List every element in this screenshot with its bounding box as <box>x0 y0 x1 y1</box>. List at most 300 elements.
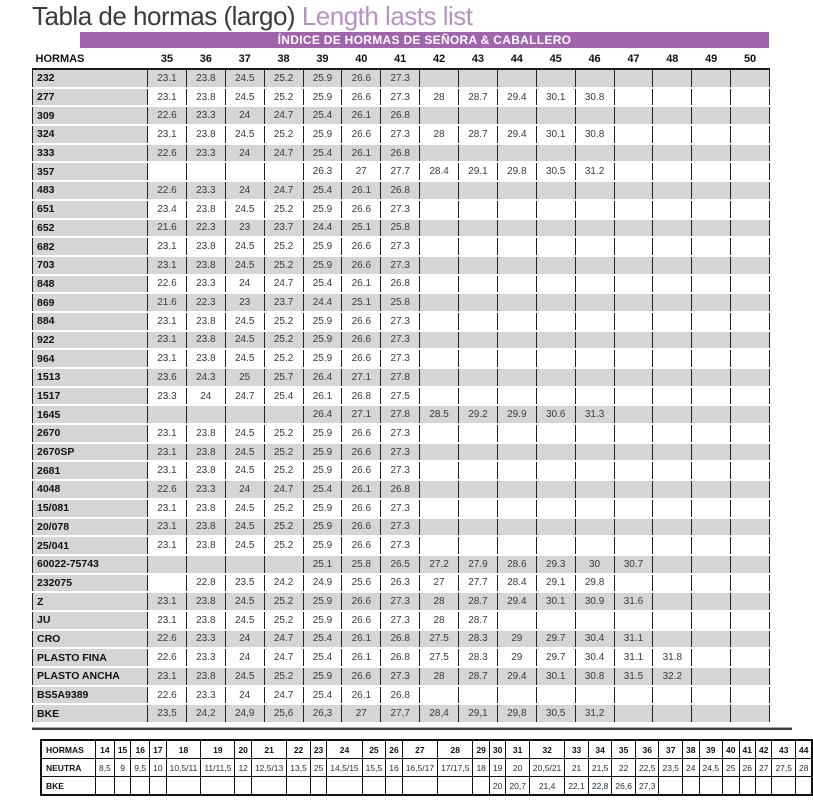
size-value <box>459 387 498 406</box>
conv-size-header: 42 <box>755 740 771 759</box>
size-value: 32.2 <box>653 667 692 686</box>
size-value <box>536 368 575 387</box>
conv-bke-value <box>287 777 311 796</box>
size-value <box>420 275 459 294</box>
horma-label: 357 <box>33 162 148 181</box>
size-value <box>497 499 536 518</box>
size-value: 26.6 <box>342 611 381 630</box>
size-value <box>692 125 731 144</box>
size-value <box>692 88 731 107</box>
size-value: 28 <box>420 88 459 107</box>
size-value <box>731 611 770 630</box>
conv-size-header: 40 <box>723 740 739 759</box>
conv-size-header: 25 <box>362 740 386 759</box>
size-value <box>653 125 692 144</box>
size-value <box>497 461 536 480</box>
horma-label: 309 <box>33 106 148 125</box>
size-value <box>420 237 459 256</box>
conv-size-header: 43 <box>772 740 796 759</box>
conversion-table <box>40 739 813 796</box>
size-value: 22.8 <box>186 574 225 593</box>
size-value: 26.6 <box>342 518 381 537</box>
size-value: 23.1 <box>148 518 187 537</box>
horma-label: 682 <box>33 237 148 256</box>
conv-size-header: 38 <box>683 740 699 759</box>
table-row <box>33 106 770 125</box>
size-value: 23.3 <box>186 686 225 705</box>
size-value: 24.3 <box>186 368 225 387</box>
size-value: 27.3 <box>381 667 420 686</box>
size-value <box>614 704 653 723</box>
size-value <box>692 368 731 387</box>
horma-label: BS5A9389 <box>33 686 148 705</box>
conv-bke-value <box>683 777 699 796</box>
size-value <box>614 144 653 163</box>
size-value <box>653 518 692 537</box>
conv-bke-value <box>235 777 251 796</box>
table-row <box>33 69 770 88</box>
conv-bke-value <box>114 777 130 796</box>
size-value <box>614 125 653 144</box>
horma-label: 324 <box>33 125 148 144</box>
size-value <box>731 88 770 107</box>
size-value <box>653 555 692 574</box>
size-value: 25.9 <box>303 69 342 88</box>
conv-bke-value <box>131 777 150 796</box>
size-value: 25.8 <box>381 219 420 238</box>
size-value: 30.4 <box>575 630 614 649</box>
table-row <box>33 275 770 294</box>
size-value: 23.8 <box>186 461 225 480</box>
size-value <box>264 405 303 424</box>
horma-label: 703 <box>33 256 148 275</box>
size-value: 24.5 <box>225 424 264 443</box>
conv-neutra-value: 24,5 <box>699 759 723 777</box>
size-value: 28.7 <box>459 611 498 630</box>
size-value: 23.1 <box>148 256 187 275</box>
size-value: 25.2 <box>264 125 303 144</box>
size-value: 24 <box>225 686 264 705</box>
size-value: 23.8 <box>186 611 225 630</box>
size-value <box>575 312 614 331</box>
size-value <box>459 312 498 331</box>
size-col-header: 46 <box>575 49 614 69</box>
size-value: 25.4 <box>303 686 342 705</box>
size-value: 27.8 <box>381 405 420 424</box>
conv-size-header: 31 <box>506 740 530 759</box>
size-value: 23.1 <box>148 125 187 144</box>
size-value: 30.7 <box>614 555 653 574</box>
size-value: 28.7 <box>459 592 498 611</box>
size-value: 29,1 <box>459 704 498 723</box>
size-value: 23.1 <box>148 69 187 88</box>
main-table-body <box>33 69 770 723</box>
size-value: 23.1 <box>148 499 187 518</box>
size-value: 22.6 <box>148 686 187 705</box>
size-value: 25.2 <box>264 443 303 462</box>
table-row <box>33 368 770 387</box>
size-value: 22.6 <box>148 106 187 125</box>
size-value <box>653 312 692 331</box>
conv-neutra-value: 16,5/17 <box>402 759 437 777</box>
conv-size-header: 23 <box>310 740 326 759</box>
conv-neutra-value: 9 <box>114 759 130 777</box>
size-value: 26.4 <box>303 405 342 424</box>
horma-label: 333 <box>33 144 148 163</box>
size-value: 25,6 <box>264 704 303 723</box>
size-value: 25.2 <box>264 200 303 219</box>
size-value: 27,7 <box>381 704 420 723</box>
size-value: 31.8 <box>653 648 692 667</box>
size-value <box>536 443 575 462</box>
conv-hormas-label: HORMAS <box>41 740 96 759</box>
size-value <box>536 256 575 275</box>
size-value <box>731 630 770 649</box>
conv-size-header: 39 <box>699 740 723 759</box>
size-value <box>420 461 459 480</box>
size-value: 26.8 <box>381 480 420 499</box>
size-value <box>614 518 653 537</box>
size-value: 29 <box>497 630 536 649</box>
size-value <box>653 630 692 649</box>
size-value: 24,9 <box>225 704 264 723</box>
size-value <box>731 518 770 537</box>
size-value <box>653 368 692 387</box>
size-value: 26.6 <box>342 443 381 462</box>
size-value <box>653 536 692 555</box>
size-value <box>614 368 653 387</box>
table-row <box>33 704 770 723</box>
size-value: 26.8 <box>381 630 420 649</box>
size-value <box>536 424 575 443</box>
size-value <box>497 275 536 294</box>
size-value: 29.8 <box>575 574 614 593</box>
size-value <box>692 499 731 518</box>
size-value <box>459 237 498 256</box>
size-value <box>459 424 498 443</box>
size-value: 25.9 <box>303 312 342 331</box>
size-value <box>614 88 653 107</box>
size-value: 26.8 <box>381 106 420 125</box>
size-value <box>575 499 614 518</box>
size-value <box>614 312 653 331</box>
conv-bke-value <box>251 777 286 796</box>
title-spanish: Tabla de hormas (largo) <box>32 1 302 31</box>
size-value: 25.2 <box>264 331 303 350</box>
size-value: 24.7 <box>264 630 303 649</box>
size-value: 23.1 <box>148 331 187 350</box>
size-value: 25.4 <box>303 648 342 667</box>
main-table-header-row <box>33 49 770 69</box>
size-value: 26.6 <box>342 592 381 611</box>
size-value: 25.9 <box>303 256 342 275</box>
size-value: 23.8 <box>186 592 225 611</box>
size-value: 24.5 <box>225 536 264 555</box>
size-col-header: 39 <box>303 49 342 69</box>
size-value <box>692 219 731 238</box>
horma-label: 1645 <box>33 405 148 424</box>
size-value <box>536 387 575 406</box>
horma-label: 652 <box>33 219 148 238</box>
size-value: 23.8 <box>186 69 225 88</box>
conv-size-header: 22 <box>287 740 311 759</box>
conv-neutra-value: 27,5 <box>772 759 796 777</box>
conv-bke-value <box>386 777 402 796</box>
horma-label: 20/078 <box>33 518 148 537</box>
size-value: 25.1 <box>342 293 381 312</box>
size-value: 27.3 <box>381 592 420 611</box>
size-value: 26.6 <box>342 125 381 144</box>
conv-bke-value: 21,4 <box>529 777 564 796</box>
size-value: 28.7 <box>459 125 498 144</box>
size-col-header: 43 <box>459 49 498 69</box>
table-row <box>33 424 770 443</box>
size-value: 24.7 <box>264 106 303 125</box>
size-value: 26.8 <box>381 181 420 200</box>
size-value: 26.8 <box>381 648 420 667</box>
size-value <box>653 480 692 499</box>
size-value: 25 <box>225 368 264 387</box>
size-value: 25.2 <box>264 237 303 256</box>
conv-neutra-value: 13,5 <box>287 759 311 777</box>
size-value: 27.3 <box>381 331 420 350</box>
size-value <box>459 461 498 480</box>
size-value <box>420 181 459 200</box>
size-value: 22.6 <box>148 181 187 200</box>
size-value: 28 <box>420 667 459 686</box>
size-value: 23.8 <box>186 536 225 555</box>
size-value <box>536 293 575 312</box>
conv-neutra-value: 21 <box>565 759 589 777</box>
size-value: 21.6 <box>148 219 187 238</box>
conv-size-header: 19 <box>201 740 235 759</box>
size-value <box>731 69 770 88</box>
size-value: 26.6 <box>342 69 381 88</box>
conv-neutra-value: 8,5 <box>96 759 115 777</box>
size-value: 23.1 <box>148 611 187 630</box>
size-value <box>497 443 536 462</box>
size-value <box>692 69 731 88</box>
conversion-header-row <box>41 740 812 759</box>
size-value <box>186 405 225 424</box>
size-value: 25.9 <box>303 592 342 611</box>
size-value: 23.7 <box>264 293 303 312</box>
size-value <box>497 368 536 387</box>
conv-size-header: 37 <box>659 740 683 759</box>
size-value <box>420 144 459 163</box>
size-value <box>536 69 575 88</box>
conv-neutra-value: 22 <box>612 759 636 777</box>
size-col-header: 36 <box>186 49 225 69</box>
size-col-header: 45 <box>536 49 575 69</box>
conv-bke-value: 22,8 <box>588 777 612 796</box>
size-value: 24.5 <box>225 349 264 368</box>
horma-label: 848 <box>33 275 148 294</box>
table-row <box>33 574 770 593</box>
main-col-header-hormas: HORMAS <box>33 49 148 69</box>
size-value: 23.3 <box>186 181 225 200</box>
size-value: 26.4 <box>303 368 342 387</box>
size-value: 28 <box>420 125 459 144</box>
size-value: 24 <box>186 387 225 406</box>
size-value <box>459 518 498 537</box>
size-value <box>692 424 731 443</box>
size-value: 24.2 <box>264 574 303 593</box>
size-value <box>497 293 536 312</box>
size-value <box>420 480 459 499</box>
size-value: 25.2 <box>264 69 303 88</box>
table-row <box>33 405 770 424</box>
size-value: 29.8 <box>497 162 536 181</box>
size-value <box>575 368 614 387</box>
size-value <box>731 461 770 480</box>
size-value: 27.3 <box>381 200 420 219</box>
conv-bke-value <box>327 777 362 796</box>
size-value: 24.4 <box>303 293 342 312</box>
size-value <box>459 499 498 518</box>
size-value: 28.4 <box>420 162 459 181</box>
size-value <box>575 518 614 537</box>
table-row <box>33 331 770 350</box>
size-value <box>497 181 536 200</box>
size-col-header: 41 <box>381 49 420 69</box>
size-value: 25.9 <box>303 125 342 144</box>
size-value: 26.6 <box>342 331 381 350</box>
size-value: 23.4 <box>148 200 187 219</box>
size-value <box>614 219 653 238</box>
size-value: 25.8 <box>381 293 420 312</box>
size-value: 25.2 <box>264 88 303 107</box>
size-value <box>420 331 459 350</box>
size-col-header: 42 <box>420 49 459 69</box>
size-value <box>459 480 498 499</box>
size-value <box>731 704 770 723</box>
size-value: 26.1 <box>342 275 381 294</box>
size-value: 27 <box>342 162 381 181</box>
size-value <box>497 518 536 537</box>
size-value: 31.2 <box>575 162 614 181</box>
horma-label: 2670 <box>33 424 148 443</box>
size-value <box>575 686 614 705</box>
size-value: 23.8 <box>186 237 225 256</box>
size-value <box>148 405 187 424</box>
size-value: 24.5 <box>225 237 264 256</box>
conv-bke-value: 27,3 <box>635 777 659 796</box>
size-value: 26.3 <box>303 162 342 181</box>
conv-neutra-value: 12,5/13 <box>251 759 286 777</box>
conv-bke-value <box>201 777 235 796</box>
size-value <box>731 181 770 200</box>
size-value: 29.4 <box>497 592 536 611</box>
conv-bke-label: BKE <box>41 777 96 796</box>
horma-label: 25/041 <box>33 536 148 555</box>
conv-bke-value <box>150 777 166 796</box>
size-col-header: 48 <box>653 49 692 69</box>
size-value <box>731 237 770 256</box>
size-value <box>148 162 187 181</box>
size-value <box>653 592 692 611</box>
size-value: 24.7 <box>264 480 303 499</box>
size-value: 24.7 <box>264 686 303 705</box>
size-value <box>459 331 498 350</box>
size-value: 29.1 <box>459 162 498 181</box>
size-value <box>536 181 575 200</box>
size-value: 24.7 <box>264 181 303 200</box>
table-row <box>33 667 770 686</box>
horma-label: 60022-75743 <box>33 555 148 574</box>
size-value <box>692 312 731 331</box>
size-value: 24.5 <box>225 667 264 686</box>
size-value <box>692 686 731 705</box>
size-value: 27.3 <box>381 88 420 107</box>
table-row <box>33 536 770 555</box>
size-value <box>614 331 653 350</box>
size-value: 27.3 <box>381 312 420 331</box>
size-value: 23.1 <box>148 592 187 611</box>
size-value <box>614 480 653 499</box>
size-value: 23.1 <box>148 88 187 107</box>
horma-label: 869 <box>33 293 148 312</box>
size-value <box>653 331 692 350</box>
size-value <box>692 518 731 537</box>
size-value <box>692 256 731 275</box>
size-value: 22.6 <box>148 630 187 649</box>
table-row <box>33 499 770 518</box>
size-value: 24 <box>225 480 264 499</box>
size-value <box>653 256 692 275</box>
size-value <box>653 424 692 443</box>
size-value <box>692 237 731 256</box>
size-value <box>459 349 498 368</box>
size-value <box>420 686 459 705</box>
size-value <box>420 256 459 275</box>
size-value <box>536 480 575 499</box>
size-value <box>459 144 498 163</box>
size-value <box>653 574 692 593</box>
size-value: 24.5 <box>225 69 264 88</box>
size-value: 27.2 <box>420 555 459 574</box>
size-value: 26,3 <box>303 704 342 723</box>
size-value: 25.9 <box>303 200 342 219</box>
table-row <box>33 461 770 480</box>
size-value <box>575 181 614 200</box>
conv-neutra-value: 19 <box>489 759 505 777</box>
size-value <box>420 499 459 518</box>
conv-neutra-value: 21,5 <box>588 759 612 777</box>
size-value: 25.9 <box>303 536 342 555</box>
horma-label: JU <box>33 611 148 630</box>
size-col-header: 50 <box>731 49 770 69</box>
size-value: 24.5 <box>225 518 264 537</box>
table-row <box>33 144 770 163</box>
conv-bke-value <box>739 777 755 796</box>
size-value: 25.4 <box>264 387 303 406</box>
size-value: 23.3 <box>186 648 225 667</box>
size-value: 24.5 <box>225 125 264 144</box>
size-value: 23.8 <box>186 424 225 443</box>
size-value: 30.8 <box>575 88 614 107</box>
size-value: 25.4 <box>303 144 342 163</box>
size-value: 27.3 <box>381 461 420 480</box>
size-value <box>264 162 303 181</box>
size-value: 26.6 <box>342 349 381 368</box>
table-row <box>33 648 770 667</box>
size-value: 27.3 <box>381 536 420 555</box>
size-value: 30.1 <box>536 88 575 107</box>
size-value <box>731 368 770 387</box>
size-value <box>614 162 653 181</box>
size-value <box>459 275 498 294</box>
